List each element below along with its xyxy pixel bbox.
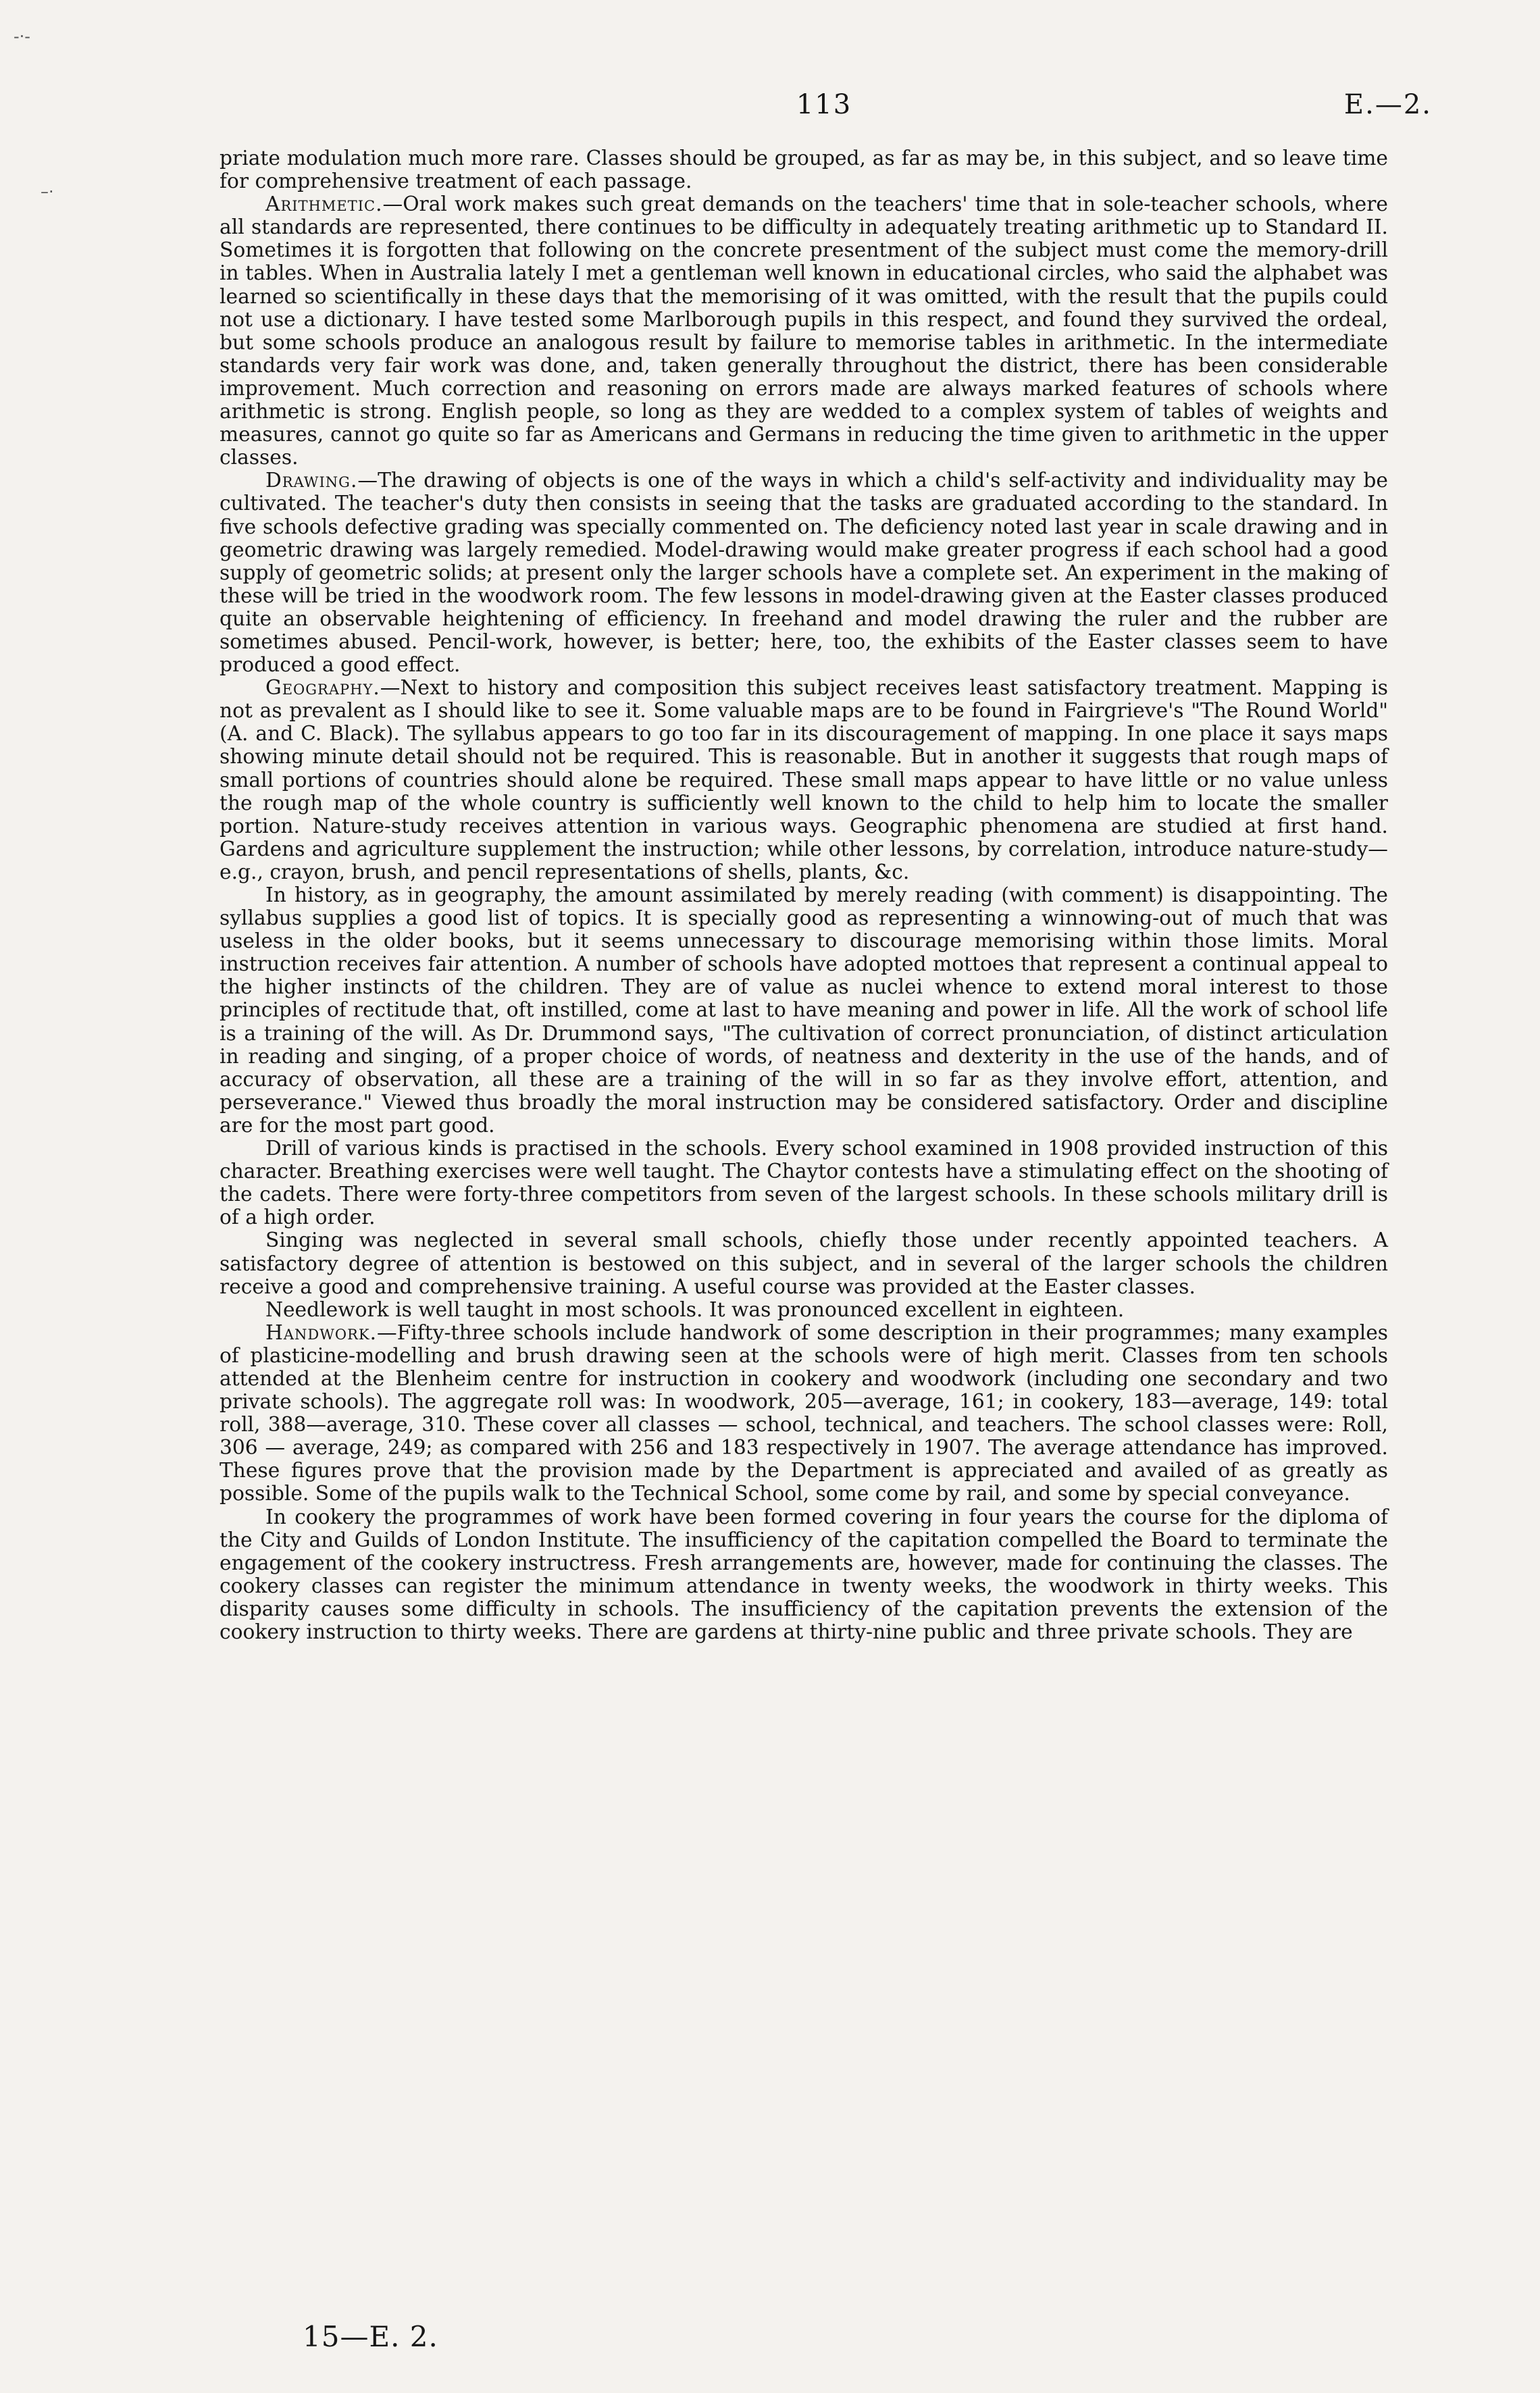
body-text [220, 147, 1388, 1644]
section-heading: Drawing. [265, 469, 358, 493]
margin-smudge: -·- [14, 27, 30, 46]
paragraph-text: —The drawing of objects is one of the ways in which a child's self-activity and individuality may be cultivated. The teacher's duty then consists in seeing that the tasks are graduated according to the standard. In five schools defective grading was specially commented on. The deficiency noted last year in scale drawing and in geometric drawing was largely remedied. Model-drawing would make greater progress if each school had a good supply of geometric solids; at present only the larger schools have a complete set. An experiment in the making of these will be tried in the woodwork room. The few lessons in model-drawing given at the Easter classes produced quite an observable heightening of efficiency. In freehand and model drawing the ruler and the rubber are sometimes abused. Pencil-work, however, is better; here, too, the exhibits of the Easter classes seem to have produced a good effect. [220, 469, 1388, 677]
paragraph-text: Singing was neglected in several small schools, chiefly those under recently appointed teachers. A satisfactory degree of attention is bestowed on this subject, and in several of the larger schools the children receive a good and comprehensive training. A useful course was provided at the Easter classes. [220, 1229, 1388, 1299]
paragraph-geography [220, 677, 1388, 884]
paragraph [220, 147, 1388, 193]
paragraph-text: priate modulation much more rare. Classes should be grouped, as far as may be, in this subject, and so leave time for comprehensive treatment of each passage. [220, 147, 1388, 194]
section-heading: Geography. [265, 676, 380, 700]
signature-mark: 15—E. 2. [303, 2320, 438, 2353]
paragraph-text: —Fifty-three schools include handwork of some description in their programmes; many examples of plasticine-modelling and brush drawing seen at the schools were of high merit. Classes from ten schools attended at the Blenheim centre for instruction in cookery and woodwork (including one secondary and two private schools). The aggregate roll was: In woodwork, 205—average, 161; in cookery, 183—average, 149: total roll, 388—average, 310. These cover all classes — school, technical, and teachers. The school classes were: Roll, 306 — average, 249; as compared with 256 and 183 respectively in 1907. The average attendance has improved. These figures prove that the provision made by the Department is appreciated and availed of as greatly as possible. Some of the pupils walk to the Technical School, some come by rail, and some by special conveyance. [220, 1320, 1388, 1506]
section-heading: Handwork. [265, 1320, 378, 1345]
paragraph-arithmetic [220, 193, 1388, 469]
paragraph-needlework [220, 1299, 1388, 1322]
paragraph-handwork [220, 1322, 1388, 1506]
paragraph-drawing [220, 469, 1388, 677]
paragraph-text: Drill of various kinds is practised in the schools. Every school examined in 1908 provided instruction of this character. Breathing exercises were well taught. The Chaytor contests have a stimulating effect on the shooting of the cadets. There were forty-three competitors from seven of the largest schools. In these schools military drill is of a high order. [220, 1137, 1388, 1230]
document-reference: E.—2. [1343, 89, 1432, 120]
paragraph-text: —Oral work makes such great demands on the teachers' time that in sole-teacher schools, where all standards are represented, there continues to be difficulty in adequately treating arithmetic up to Standard II. Sometimes it is forgotten that following on the concrete presentment of the subject must come the memory-drill in tables. When in Australia lately I met a gentleman well known in educational circles, who said the alphabet was learned so scientifically in these days that the memorising of it was omitted, with the result that the pupils could not use a dictionary. I have tested some Marlborough pupils in this respect, and found they survived the ordeal, but some schools produce an analogous result by failure to memorise tables in arithmetic. In the intermediate standards very fair work was done, and, taken generally throughout the district, there has been considerable improvement. Much correction and reasoning on errors made are always marked features of schools where arithmetic is strong. English people, so long as they are wedded to a complex system of tables of weights and measures, cannot go quite so far as Americans and Germans in reducing the time given to arithmetic in the upper classes. [220, 192, 1388, 470]
paragraph-text: Needlework is well taught in most schools. It was pronounced excellent in eighteen. [265, 1297, 1125, 1322]
page-header [216, 89, 1432, 130]
paragraph-text: In cookery the programmes of work have been formed covering in four years the course for the diploma of the City and Guilds of London Institute. The insufficiency of the capitation compelled the Board to terminate the engagement of the cookery instructress. Fresh arrangements are, however, made for continuing the classes. The cookery classes can register the minimum attendance in twenty weeks, the woodwork in thirty weeks. This disparity causes some difficulty in schools. The insufficiency of the capitation prevents the extension of the cookery instruction to thirty weeks. There are gardens at thirty-nine public and three private schools. They are [220, 1505, 1388, 1644]
section-heading: Arithmetic. [265, 192, 383, 217]
paragraph-history [220, 884, 1388, 1137]
paragraph-drill [220, 1137, 1388, 1229]
page-number: 113 [796, 89, 852, 120]
paragraph-singing [220, 1229, 1388, 1298]
paragraph-text: —Next to history and composition this subject receives least satisfactory treatment. Mapping is not as prevalent as I should like to see it. Some valuable maps are to be found in Fairgrieve's "The Round World" (A. and C. Black). The syllabus appears to go too far in its discouragement of mapping. In one place it says maps showing minute detail should not be required. This is reasonable. But in another it suggests that rough maps of small portions of countries should alone be required. These small maps appear to have little or no value unless the rough map of the whole country is sufficiently well known to the child to help him to locate the smaller portion. Nature-study receives attention in various ways. Geographic phenomena are studied at first hand. Gardens and agriculture supplement the instruction; while other lessons, by correlation, introduce nature-study—e.g., crayon, brush, and pencil representations of shells, plants, &c. [220, 676, 1388, 884]
paragraph-cookery [220, 1506, 1388, 1645]
margin-smudge: –· [41, 182, 54, 201]
paragraph-text: In history, as in geography, the amount assimilated by merely reading (with comment) is disappointing. The syllabus supplies a good list of topics. It is specially good as representing a winnowing-out of much that was useless in the older books, but it seems unnecessary to discourage memorising within those limits. Moral instruction receives fair attention. A number of schools have adopted mottoes that represent a continual appeal to the higher instincts of the children. They are of value as nuclei whence to extend moral interest to those principles of rectitude that, oft instilled, come at last to have meaning and power in life. All the work of school life is a training of the will. As Dr. Drummond says, "The cultivation of correct pronunciation, of distinct articulation in reading and singing, of a proper choice of words, of neatness and dexterity in the use of the hands, and of accuracy of observation, all these are a training of the will in so far as they involve effort, attention, and perseverance." Viewed thus broadly the moral instruction may be considered satisfactory. Order and discipline are for the most part good. [220, 883, 1388, 1137]
